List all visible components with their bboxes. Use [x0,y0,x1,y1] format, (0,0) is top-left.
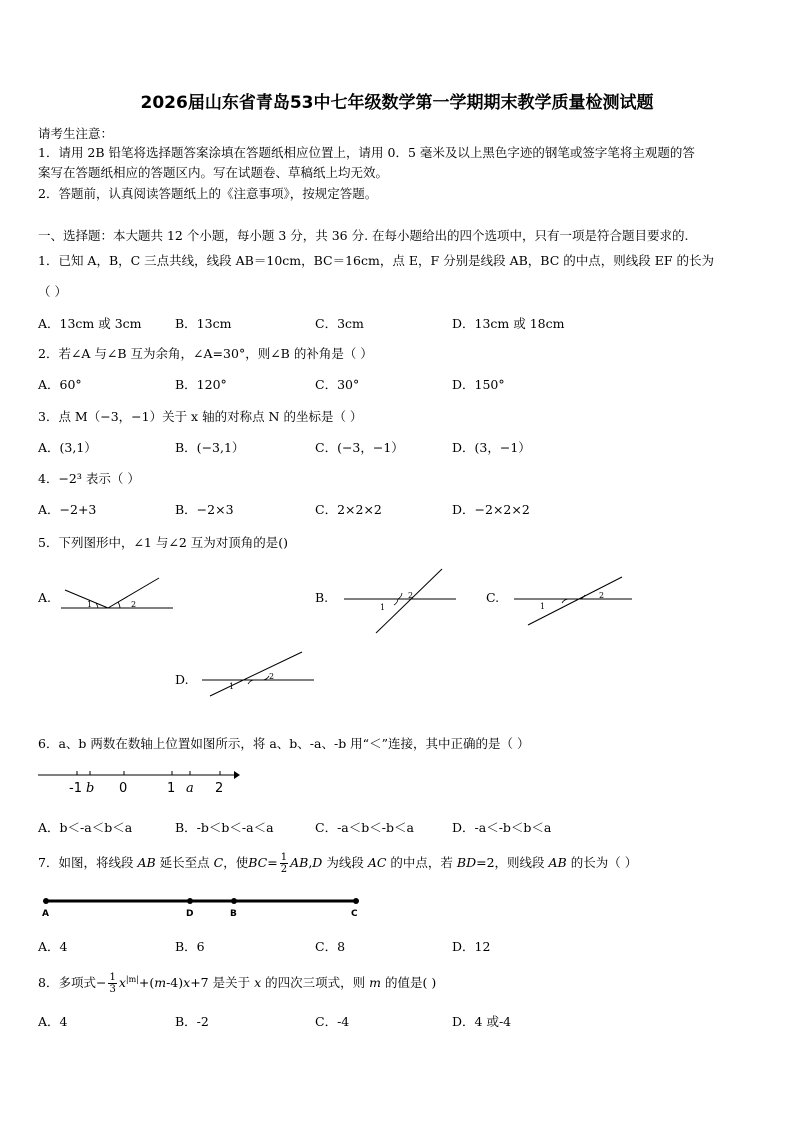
q6-option-b[interactable]: B．-b＜b＜-a＜a [175,820,274,835]
q3-option-d[interactable]: D．(3，−1） [452,440,531,455]
q8-option-d[interactable]: D．4 或-4 [452,1014,512,1029]
q7-option-d[interactable]: D．12 [452,939,491,954]
q1-stem: 1．已知 A，B，C 三点共线，线段 AB＝10cm，BC＝16cm，点 E，F 分别是线段 AB，BC 的中点，则线段 EF 的长为 [38,253,714,268]
notice-line-1a: 1．请用 2B 铅笔将选择题答案涂填在答题纸相应位置上，请用 0．5 毫米及以上黑色字迹的钢笔或签字笔将主观题的答 [38,145,695,160]
q6-number-line [36,765,241,797]
q4-option-c[interactable]: C．2×2×2 [315,502,382,517]
q2-stem: 2．若∠A 与∠B 互为余角，∠A=30°，则∠B 的补角是（ ） [38,346,373,361]
q7-option-a[interactable]: A．4 [38,939,68,954]
axis-label-neg1: -1 [69,781,82,796]
q5b-angle-1: 1 [380,603,386,612]
q5-figure-d [198,650,318,700]
q7-stem: 7．如图，将线段 AB 延长至点 C，使BC= $\frac{1}{2}$ AB,D 为线段 AC 的中点，若 BD=2，则线段 AB 的长为（ ） [38,852,638,875]
axis-label-a: a [186,781,194,796]
q7-fraction: $\frac{1}{2}$ [280,852,288,875]
q5-option-c-label[interactable]: C. [486,590,500,605]
q5-stem: 5．下列图形中，∠1 与∠2 互为对顶角的是() [38,535,289,550]
q7-option-b[interactable]: B．6 [175,939,205,954]
q2-option-d[interactable]: D．150° [452,377,505,392]
q5d-angle-1: 1 [229,682,235,691]
q3-option-a[interactable]: A．(3,1） [38,440,97,455]
q8-option-b[interactable]: B．-2 [175,1014,209,1029]
q4-option-b[interactable]: B．−2×3 [175,502,234,517]
q1-stem-blank: （ ） [38,284,67,299]
q3-option-b[interactable]: B．(−3,1） [175,440,245,455]
axis-label-0: 0 [119,781,128,796]
q3-stem: 3．点 M（−3，−1）关于 x 轴的对称点 N 的坐标是（ ） [38,409,363,424]
q2-option-b[interactable]: B．120° [175,377,227,392]
q1-option-d[interactable]: D．13cm 或 18cm [452,316,565,331]
q4-option-a[interactable]: A．−2+3 [38,502,97,517]
notice-heading: 请考生注意： [38,126,114,141]
q1-option-c[interactable]: C．3cm [315,316,364,331]
q5-option-b-label[interactable]: B. [315,590,329,605]
q5-option-a-label[interactable]: A. [38,590,52,605]
point-b: B [230,909,237,919]
q8-option-c[interactable]: C．-4 [315,1014,350,1029]
q6-option-a[interactable]: A．b＜-a＜b＜a [38,820,133,835]
q7-segment-figure [38,893,368,923]
section-heading: 一、选择题：本大题共 12 个小题，每小题 3 分，共 36 分. 在每小题给出的四个选项中，只有一项是符合题目要求的. [38,228,689,243]
notice-line-1b: 案写在答题纸相应的答题区内。写在试题卷、草稿纸上均无效。 [38,165,389,180]
q5a-angle-2: 2 [131,600,137,609]
q8-option-a[interactable]: A．4 [38,1014,68,1029]
q8-fraction: $\frac{1}{3}$ [109,972,116,996]
q5b-angle-2: 2 [408,591,414,600]
point-a: A [42,909,49,919]
point-c: C [351,909,358,919]
q3-option-c[interactable]: C．(−3，−1） [315,440,404,455]
q2-option-a[interactable]: A．60° [38,377,82,392]
q5c-angle-2: 2 [599,591,605,600]
q5-figure-a [55,572,180,617]
q8-stem: 8．多项式− $\frac{1}{3}$ $x^{|m|}+(m-4)x+7$ 是关于 x 的四次三项式，则 m 的值是( ) [38,972,437,996]
q6-option-c[interactable]: C．-a＜b＜-b＜a [315,820,414,835]
axis-label-b: b [86,781,95,796]
q2-option-c[interactable]: C．30° [315,377,360,392]
q5a-angle-1: 1 [87,600,93,609]
axis-label-1: 1 [167,781,176,796]
q5-figure-b [340,565,460,637]
q4-option-d[interactable]: D．−2×2×2 [452,502,530,517]
q1-option-a[interactable]: A．13cm 或 3cm [38,316,142,331]
q5d-angle-2: 2 [269,672,275,681]
q1-option-b[interactable]: B．13cm [175,316,232,331]
q5c-angle-1: 1 [540,602,546,611]
q7-option-c[interactable]: C．8 [315,939,346,954]
page-title: 2026届山东省青岛53中七年级数学第一学期期末教学质量检测试题 [140,93,654,113]
q5-option-d-label[interactable]: D. [175,672,189,687]
point-d: D [186,909,194,919]
q4-stem: 4．−2³ 表示（ ） [38,471,140,486]
notice-line-2: 2．答题前，认真阅读答题纸上的《注意事项》，按规定答题。 [38,186,378,201]
axis-label-2: 2 [215,781,224,796]
q6-option-d[interactable]: D．-a＜-b＜b＜a [452,820,552,835]
q6-stem: 6．a、b 两数在数轴上位置如图所示，将 a、b、-a、-b 用“＜”连接，其中正确的是（ ） [38,736,530,751]
q5-figure-c [510,573,635,628]
